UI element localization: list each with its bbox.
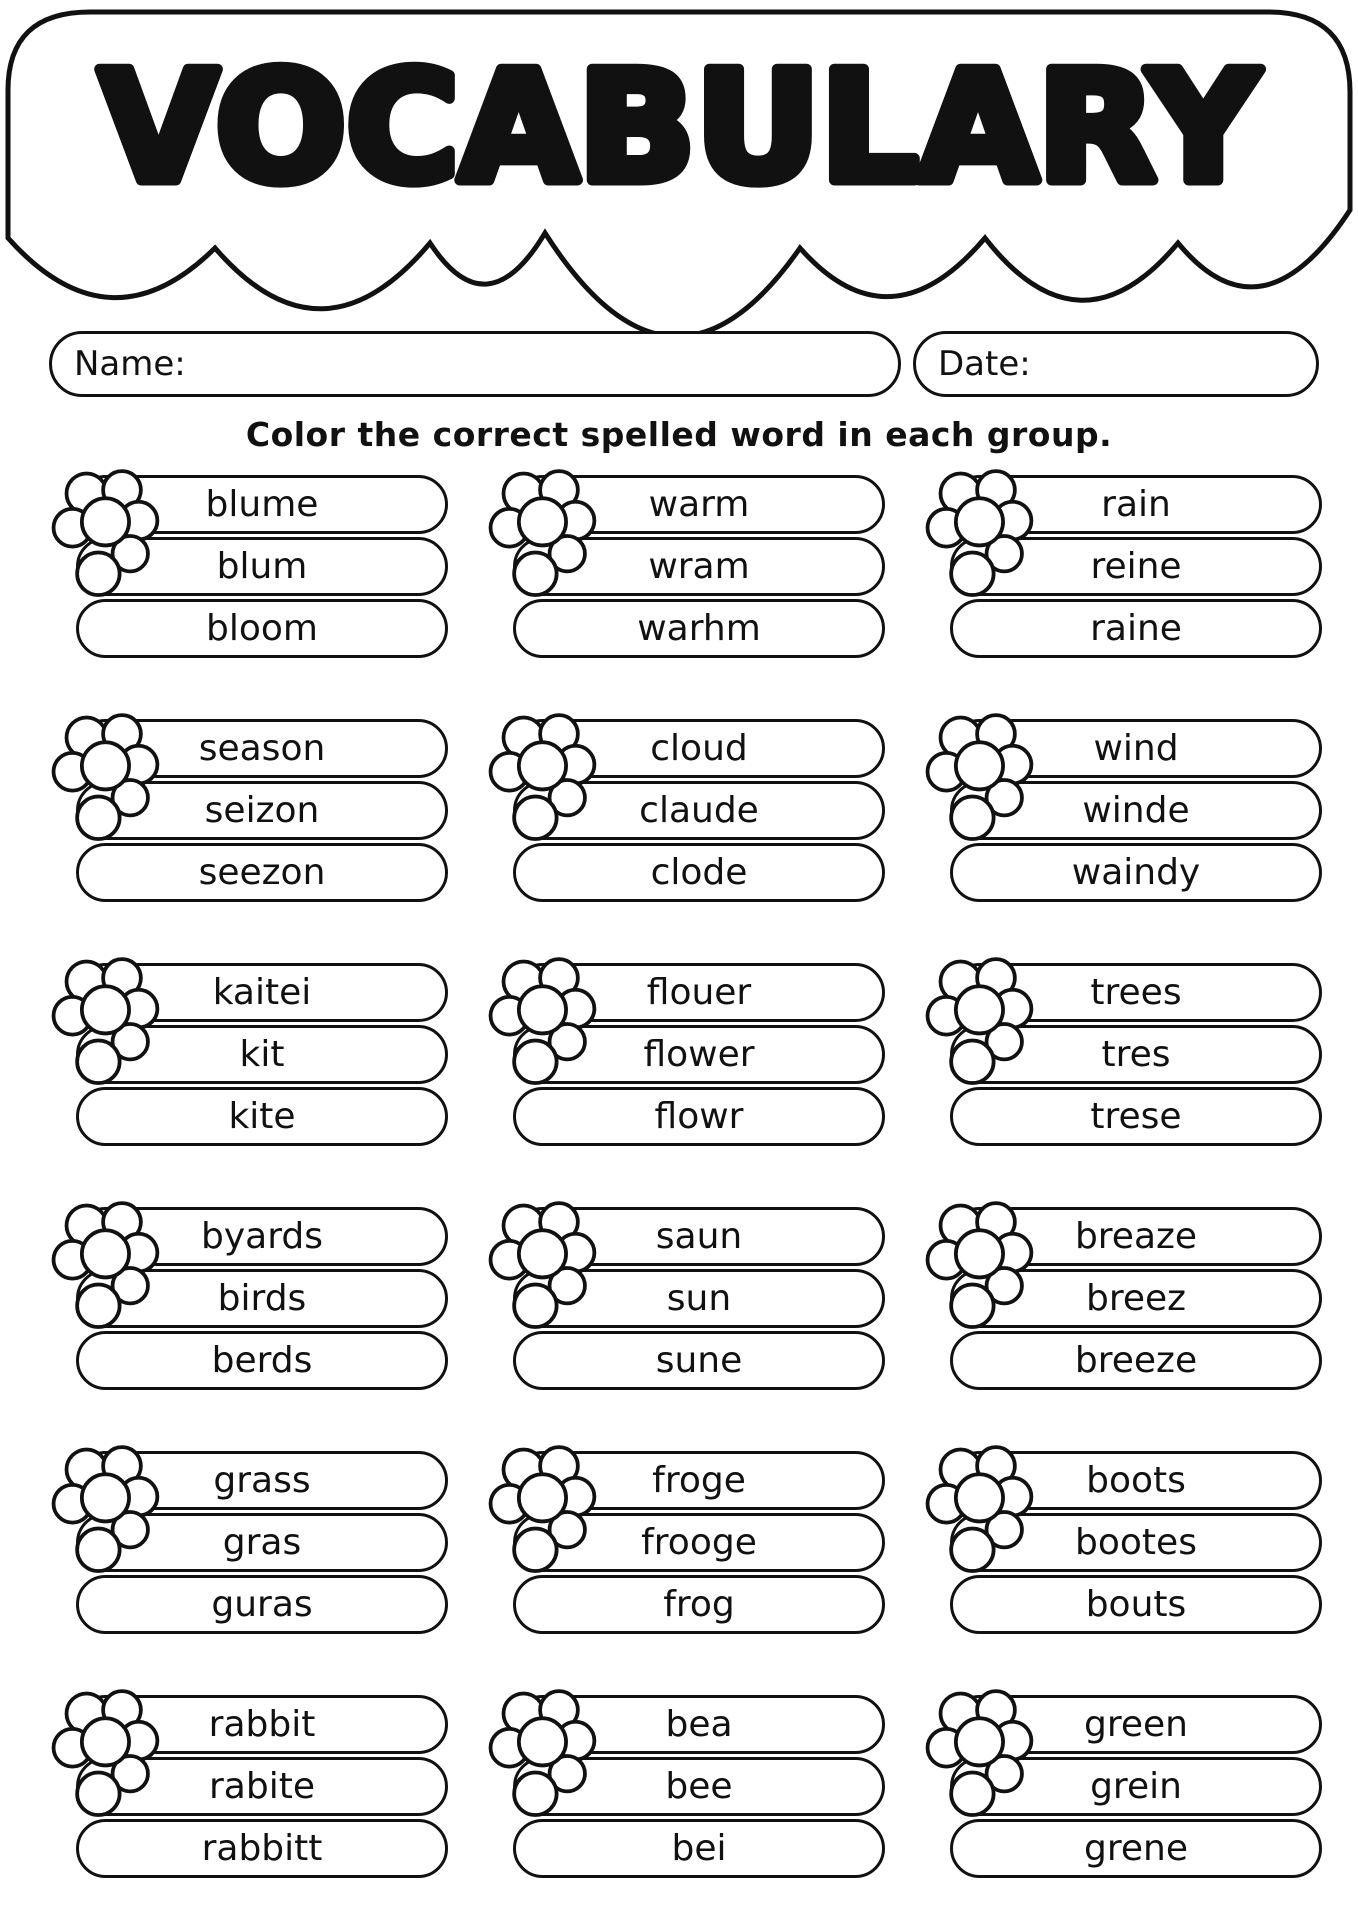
word-option[interactable] (950, 719, 1322, 778)
word-option[interactable] (513, 1513, 885, 1572)
word-option[interactable] (950, 599, 1322, 658)
word-label: boots (1086, 1459, 1186, 1501)
word-label: wram (648, 545, 750, 587)
word-option[interactable] (950, 1207, 1322, 1266)
word-group (513, 1451, 885, 1634)
word-label: kit (239, 1033, 285, 1075)
word-group (76, 719, 448, 902)
word-option[interactable] (950, 843, 1322, 902)
word-label: flowr (654, 1095, 744, 1137)
word-option[interactable] (513, 1575, 885, 1634)
word-option[interactable] (513, 1451, 885, 1510)
word-option[interactable] (513, 599, 885, 658)
word-label: bei (671, 1827, 727, 1869)
word-label: frooge (641, 1521, 757, 1563)
word-label: byards (201, 1215, 323, 1257)
word-label: bea (665, 1703, 733, 1745)
word-option[interactable] (950, 1331, 1322, 1390)
word-option[interactable] (950, 1575, 1322, 1634)
word-label: frog (663, 1583, 735, 1625)
word-group (950, 719, 1322, 902)
name-field[interactable] (49, 331, 901, 397)
word-label: blume (205, 483, 319, 525)
word-option[interactable] (76, 1819, 448, 1878)
word-option[interactable] (950, 537, 1322, 596)
word-label: gras (222, 1521, 302, 1563)
word-option[interactable] (513, 1087, 885, 1146)
word-label: seizon (204, 789, 320, 831)
word-label: clode (650, 851, 748, 893)
word-label: season (198, 727, 326, 769)
word-option[interactable] (513, 1207, 885, 1266)
word-option[interactable] (950, 1695, 1322, 1754)
word-label: breaze (1074, 1215, 1198, 1257)
word-option[interactable] (76, 599, 448, 658)
word-option[interactable] (76, 781, 448, 840)
date-field[interactable] (913, 331, 1319, 397)
word-option[interactable] (76, 843, 448, 902)
word-option[interactable] (950, 1269, 1322, 1328)
word-label: waindy (1071, 851, 1201, 893)
word-label: cloud (650, 727, 748, 769)
word-group (513, 475, 885, 658)
word-group (76, 1207, 448, 1390)
word-label: breez (1085, 1277, 1187, 1319)
word-option[interactable] (513, 781, 885, 840)
word-label: tres (1101, 1033, 1171, 1075)
word-option[interactable] (513, 1819, 885, 1878)
word-label: rabbitt (201, 1827, 323, 1869)
date-label: Date: (938, 344, 1031, 384)
word-label: flower (643, 1033, 755, 1075)
word-group (513, 1207, 885, 1390)
word-option[interactable] (76, 1451, 448, 1510)
word-option[interactable] (950, 1451, 1322, 1510)
word-label: seezon (198, 851, 326, 893)
word-label: green (1084, 1703, 1188, 1745)
word-group (950, 1695, 1322, 1878)
word-label: warhm (637, 607, 761, 649)
page-title: VOCABULARY (99, 39, 1261, 216)
word-label: grein (1090, 1765, 1182, 1807)
word-group (950, 963, 1322, 1146)
word-label: rabbit (208, 1703, 316, 1745)
word-label: rabite (209, 1765, 315, 1807)
word-option[interactable] (950, 475, 1322, 534)
word-label: sune (655, 1339, 743, 1381)
word-label: berds (211, 1339, 313, 1381)
word-label: flouer (646, 971, 752, 1013)
word-option[interactable] (76, 719, 448, 778)
word-label: sun (666, 1277, 732, 1319)
word-label: winde (1082, 789, 1190, 831)
word-label: bee (665, 1765, 733, 1807)
word-option[interactable] (513, 963, 885, 1022)
word-label: breeze (1074, 1339, 1198, 1381)
word-group (513, 1695, 885, 1878)
word-label: wind (1093, 727, 1179, 769)
word-option[interactable] (76, 963, 448, 1022)
word-option[interactable] (513, 475, 885, 534)
word-label: bootes (1075, 1521, 1197, 1563)
word-option[interactable] (76, 475, 448, 534)
word-group (76, 963, 448, 1146)
word-label: claude (639, 789, 759, 831)
instruction-text: Color the correct spelled word in each group. (245, 415, 1113, 454)
word-label: saun (655, 1215, 743, 1257)
word-option[interactable] (76, 1269, 448, 1328)
word-option[interactable] (76, 1513, 448, 1572)
word-option[interactable] (950, 1513, 1322, 1572)
word-option[interactable] (76, 1575, 448, 1634)
word-groups-grid (76, 475, 1322, 1878)
word-label: birds (217, 1277, 307, 1319)
word-label: guras (211, 1583, 313, 1625)
word-option[interactable] (950, 1757, 1322, 1816)
word-group (76, 1695, 448, 1878)
word-option[interactable] (513, 1269, 885, 1328)
word-label: reine (1090, 545, 1182, 587)
word-label: froge (652, 1459, 746, 1501)
word-option[interactable] (513, 1025, 885, 1084)
word-label: grene (1084, 1827, 1188, 1869)
word-group (950, 475, 1322, 658)
word-label: trese (1090, 1095, 1182, 1137)
word-group (513, 719, 885, 902)
word-label: raine (1090, 607, 1182, 649)
word-option[interactable] (513, 843, 885, 902)
word-option[interactable] (950, 1025, 1322, 1084)
word-label: blum (216, 545, 308, 587)
name-label: Name: (74, 344, 186, 384)
word-label: grass (213, 1459, 311, 1501)
word-option[interactable] (950, 1087, 1322, 1146)
word-option[interactable] (950, 1819, 1322, 1878)
word-option[interactable] (76, 1207, 448, 1266)
word-option[interactable] (76, 537, 448, 596)
word-option[interactable] (950, 963, 1322, 1022)
word-label: kite (228, 1095, 296, 1137)
word-group (513, 963, 885, 1146)
word-label: bloom (206, 607, 318, 649)
word-label: bouts (1085, 1583, 1187, 1625)
word-option[interactable] (950, 781, 1322, 840)
word-group (950, 1207, 1322, 1390)
word-label: kaitei (212, 971, 312, 1013)
word-label: warm (648, 483, 750, 525)
word-label: trees (1090, 971, 1182, 1013)
word-option[interactable] (76, 1331, 448, 1390)
word-option[interactable] (76, 1087, 448, 1146)
word-option[interactable] (76, 1757, 448, 1816)
word-option[interactable] (76, 1025, 448, 1084)
word-group (76, 1451, 448, 1634)
word-label: rain (1101, 483, 1171, 525)
word-option[interactable] (76, 1695, 448, 1754)
word-option[interactable] (513, 537, 885, 596)
word-option[interactable] (513, 719, 885, 778)
word-option[interactable] (513, 1757, 885, 1816)
word-option[interactable] (513, 1331, 885, 1390)
word-group (76, 475, 448, 658)
word-option[interactable] (513, 1695, 885, 1754)
word-group (950, 1451, 1322, 1634)
